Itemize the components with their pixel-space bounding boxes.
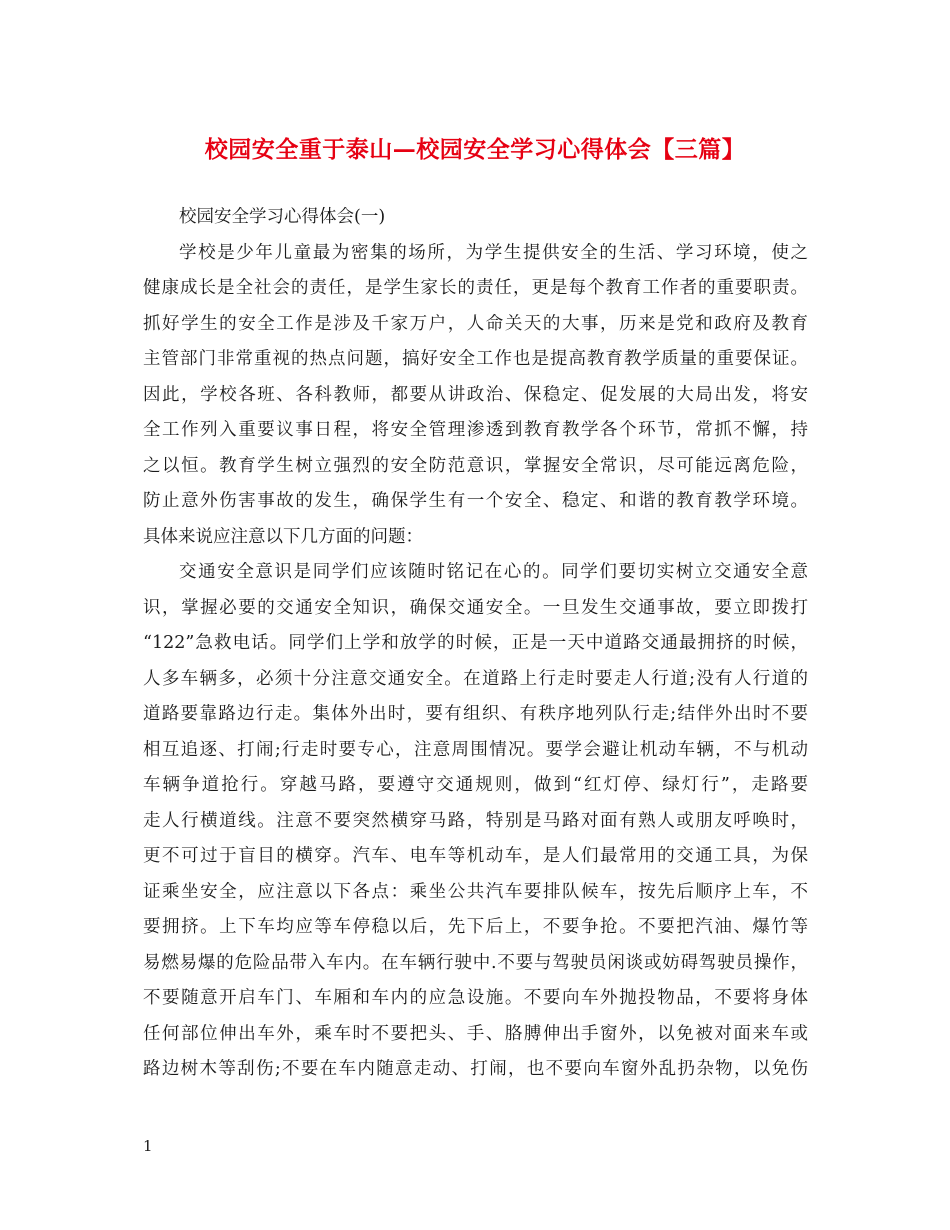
body-text-line: 校园安全学习心得体会(一) bbox=[179, 207, 386, 227]
body-text-line: 任何部位伸出车外，乘车时不要把头、手、胳膊伸出手窗外，以免被对面来车或 bbox=[143, 1023, 808, 1044]
page-number: 1 bbox=[143, 1137, 153, 1155]
body-text-line: 更不可过于盲目的横穿。汽车、电车等机动车，是人们最常用的交通工具，为保 bbox=[143, 846, 808, 866]
body-text-line: 路边树木等刮伤;不要在车内随意走动、打闹，也不要向车窗外乱扔杂物，以免伤 bbox=[143, 1059, 808, 1079]
body-text-line: 走人行横道线。注意不要突然横穿马路，特别是马路对面有熟人或朋友呼唤时， bbox=[143, 810, 808, 831]
body-text-line: 不要随意开启车门、车厢和车内的应急设施。不要向车外抛投物品，不要将身体 bbox=[143, 988, 808, 1008]
body-text-line: 交通安全意识是同学们应该随时铭记在心的。同学们要切实树立交通安全意 bbox=[179, 562, 808, 582]
body-text-line: 证乘坐安全，应注意以下各点：乘坐公共汽车要排队候车，按先后顺序上车，不 bbox=[143, 881, 808, 902]
body-text-line: 防止意外伤害事故的发生，确保学生有一个安全、稳定、和谐的教育教学环境。 bbox=[143, 491, 808, 511]
body-text-line: 主管部门非常重视的热点问题，搞好安全工作也是提高教育教学质量的重要保证。 bbox=[143, 349, 808, 369]
body-text-line: 识，掌握必要的交通安全知识，确保交通安全。一旦发生交通事故，要立即拨打 bbox=[143, 597, 808, 618]
body-text-line: 要拥挤。上下车均应等车停稳以后，先下后上，不要争抢。不要把汽油、爆竹等 bbox=[143, 917, 808, 937]
body-text-line: 易燃易爆的危险品带入车内。在车辆行驶中.不要与驾驶员闲谈或妨碍驾驶员操作， bbox=[143, 952, 808, 973]
body-text-line: 之以恒。教育学生树立强烈的安全防范意识，掌握安全常识，尽可能远离危险， bbox=[143, 455, 808, 476]
body-text-line: 具体来说应注意以下几方面的问题： bbox=[143, 526, 423, 547]
document-body bbox=[143, 200, 808, 1088]
body-text-line: 学校是少年儿童最为密集的场所，为学生提供安全的生活、学习环境，使之 bbox=[179, 242, 808, 263]
body-text-line: 抓好学生的安全工作是涉及千家万户，人命关天的大事，历来是党和政府及教育 bbox=[143, 313, 808, 334]
body-text-line: 全工作列入重要议事日程，将安全管理渗透到教育教学各个环节，常抓不懈，持 bbox=[143, 420, 808, 440]
body-text-line: 健康成长是全社会的责任，是学生家长的责任，更是每个教育工作者的重要职责。 bbox=[143, 278, 808, 298]
body-text-line: 道路要靠路边行走。集体外出时，要有组织、有秩序地列队行走;结伴外出时不要 bbox=[143, 704, 808, 724]
document-title: 校园安全重于泰山—校园安全学习心得体会【三篇】 bbox=[204, 136, 746, 163]
body-text-line: 人多车辆多，必须十分注意交通安全。在道路上行走时要走人行道;没有人行道的 bbox=[143, 668, 808, 689]
body-text-line: 相互追逐、打闹;行走时要专心，注意周围情况。要学会避让机动车辆，不与机动 bbox=[143, 739, 808, 760]
body-text-line: 因此，学校各班、各科教师，都要从讲政治、保稳定、促发展的大局出发，将安 bbox=[143, 384, 808, 405]
body-text-line: “122”急救电话。同学们上学和放学的时候，正是一天中道路交通最拥挤的时候， bbox=[143, 633, 808, 653]
body-text-line: 车辆争道抢行。穿越马路，要遵守交通规则，做到“红灯停、绿灯行”，走路要 bbox=[143, 775, 808, 795]
